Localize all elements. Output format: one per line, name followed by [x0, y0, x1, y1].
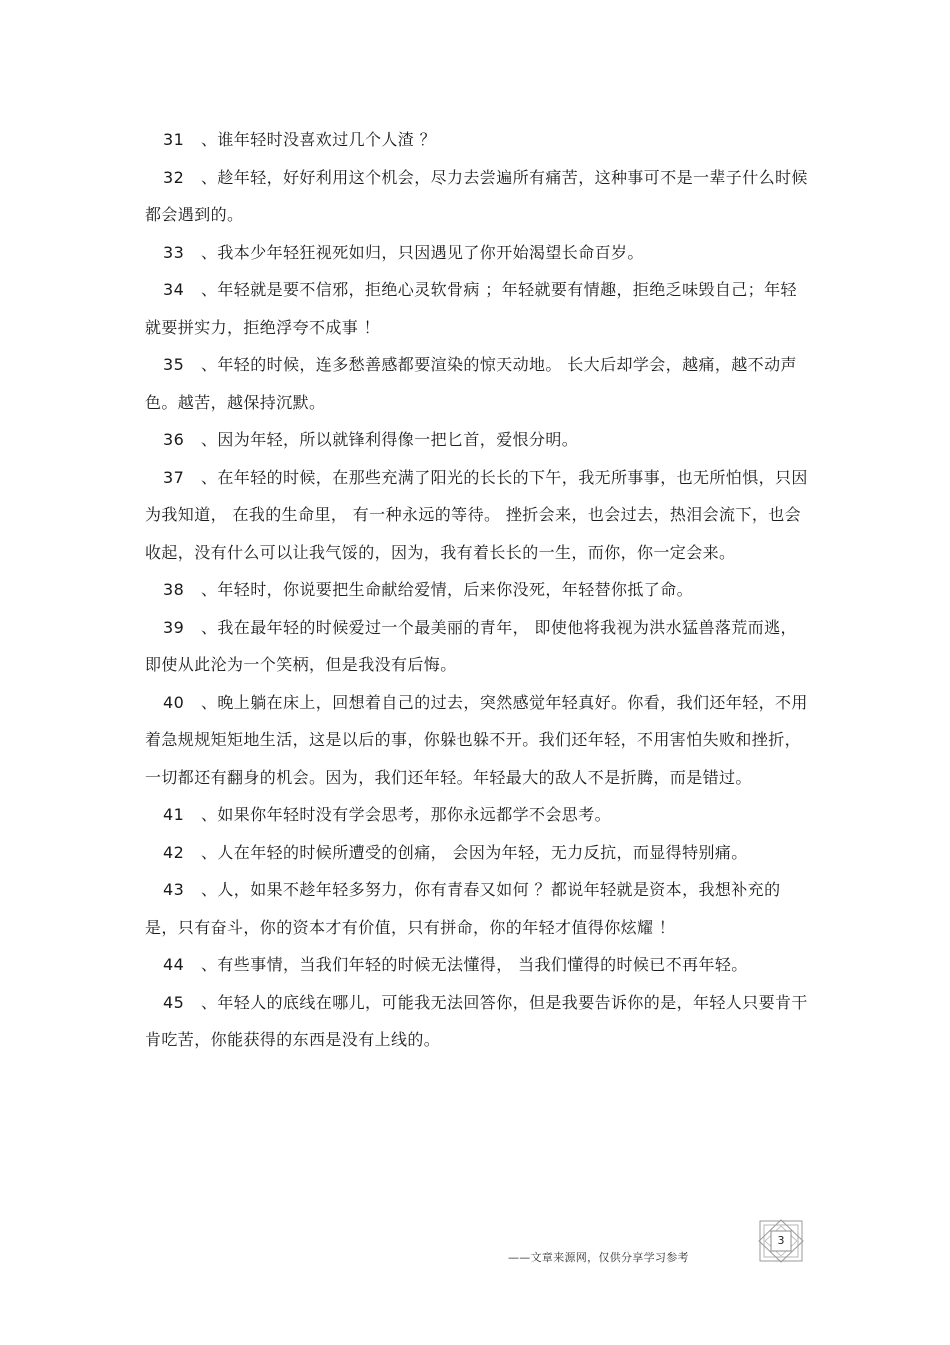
quote-text: 、年轻人的底线在哪儿，可能我无法回答你，但是我要告诉你的是，年轻人只要肯干肯吃苦，你能获得的东西是没有上线的。	[145, 992, 808, 1049]
quote-number: 31	[163, 130, 185, 149]
quote-number: 38	[163, 580, 185, 599]
quote-text: 、如果你年轻时没有学会思考，那你永远都学不会思考。	[201, 805, 612, 824]
quote-number: 32	[163, 167, 185, 187]
quote-entry	[145, 234, 810, 272]
quote-number: 33	[163, 242, 185, 262]
quote-number: 37	[163, 467, 185, 487]
quote-number: 43	[163, 880, 185, 899]
quote-entry	[145, 871, 810, 946]
quote-entry	[145, 834, 810, 872]
quote-entry	[145, 796, 810, 834]
quote-number: 36	[163, 430, 185, 449]
quote-text: 、因为年轻，所以就锋利得像一把匕首，爱恨分明。	[201, 430, 579, 449]
quote-text: 、我本少年轻狂视死如归，只因遇见了你开始渴望长命百岁。	[201, 242, 644, 262]
quote-entry	[145, 984, 810, 1059]
quote-number: 39	[163, 617, 185, 637]
quote-text: 、人在年轻的时候所遭受的创痛， 会因为年轻，无力反抗，而显得特别痛。	[201, 842, 748, 862]
quote-text: 、有些事情，当我们年轻的时候无法懂得， 当我们懂得的时候已不再年轻。	[201, 955, 748, 974]
quote-entry	[145, 121, 810, 159]
quote-text: 、谁年轻时没喜欢过几个人渣 ？	[201, 130, 437, 149]
quote-text: 、我在最年轻的时候爱过一个最美丽的青年， 即使他将我视为洪水猛兽落荒而逃，即使从此沦为一个笑柄，但是我没有后悔。	[145, 617, 797, 674]
quote-entry	[145, 346, 810, 421]
quote-entry	[145, 571, 810, 609]
quote-text: 、趁年轻，好好利用这个机会，尽力去尝遍所有痛苦，这种事可不是一辈子什么时候都会遇到的。	[145, 167, 808, 224]
quote-text: 、年轻时，你说要把生命献给爱情，后来你没死，年轻替你抵了命。	[201, 580, 694, 599]
source-note: ——文章来源网，仅供分享学习参考	[508, 1251, 689, 1264]
quote-text: 、在年轻的时候，在那些充满了阳光的长长的下午，我无所事事，也无所怕惧，只因为我知道， 在我的生命里， 有一种永远的等待。 挫折会来，也会过去，热泪会流下，也会收起，没有什么可以让我气馁的，因为，我有着长长的一生，而你，你一定会来。	[145, 467, 808, 562]
quote-number: 40	[163, 692, 185, 712]
quote-entry	[145, 946, 810, 984]
quote-number: 41	[163, 805, 185, 824]
quote-entry	[145, 421, 810, 459]
quote-number: 35	[163, 355, 185, 374]
quote-text: 、年轻的时候，连多愁善感都要渲染的惊天动地。 长大后却学会，越痛，越不动声色。越苦，越保持沉默。	[145, 355, 797, 412]
quote-entry	[145, 684, 810, 797]
page-number: 3	[777, 1234, 785, 1247]
quote-text: 、晚上躺在床上，回想着自己的过去，突然感觉年轻真好。你看，我们还年轻，不用着急规规矩矩地生活，这是以后的事，你躲也躲不开。我们还年轻，不用害怕失败和挫折，一切都还有翻身的机会。因为，我们还年轻。年轻最大的敌人不是折腾，而是错过。	[145, 692, 808, 787]
quote-number: 42	[163, 842, 185, 862]
quote-entry	[145, 159, 810, 234]
quote-entry	[145, 271, 810, 346]
page-number-badge	[758, 1219, 804, 1263]
quote-entry	[145, 459, 810, 572]
quote-number: 45	[163, 992, 185, 1012]
quote-entry	[145, 609, 810, 684]
quote-text: 、年轻就是要不信邪，拒绝心灵软骨病 ；年轻就要有情趣，拒绝乏味毁自己；年轻就要拼实力，拒绝浮夸不成事 ！	[145, 280, 797, 337]
quote-number: 44	[163, 955, 185, 974]
quote-text: 、人，如果不趁年轻多努力，你有青春又如何 ？都说年轻就是资本，我想补充的是，只有奋斗，你的资本才有价值，只有拼命，你的年轻才值得你炫耀 ！	[145, 880, 781, 937]
quote-number: 34	[163, 280, 185, 299]
quote-list	[145, 121, 810, 1059]
